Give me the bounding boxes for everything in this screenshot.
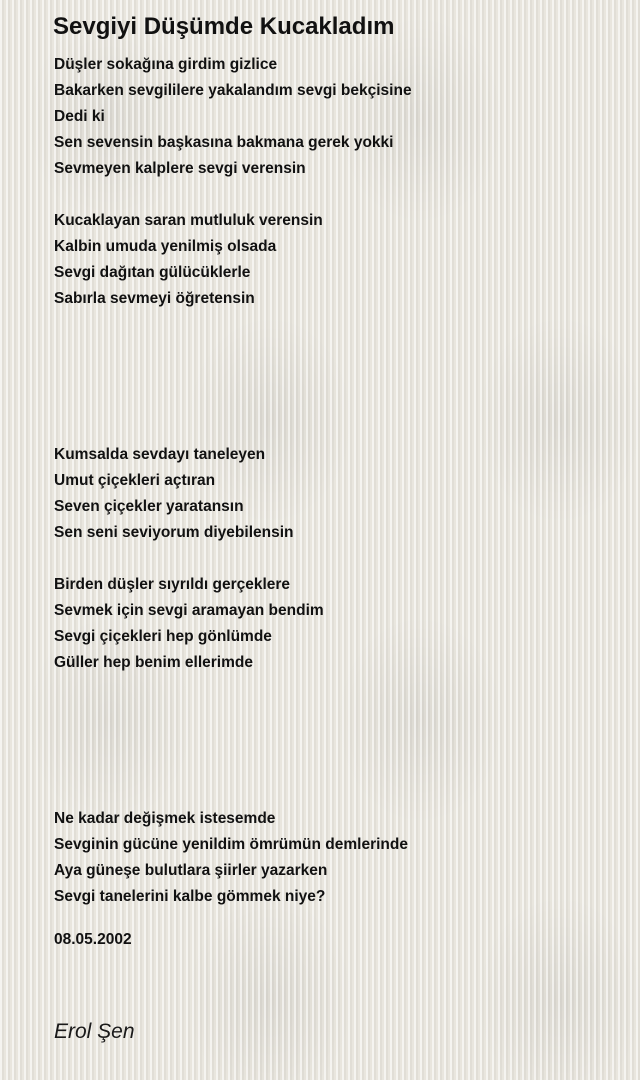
poem-line: Sen sevensin başkasına bakmana gerek yokki <box>54 134 394 151</box>
poem-line: Sevgi tanelerini kalbe gömmek niye? <box>54 888 326 905</box>
author-signature: Erol Şen <box>54 1020 135 1043</box>
poem-line: Güller hep benim ellerimde <box>54 654 253 671</box>
poem-line: Sevginin gücüne yenildim ömrümün demlerinde <box>54 836 408 853</box>
poem-line: Ne kadar değişmek istesemde <box>54 810 276 827</box>
stanza <box>54 572 614 676</box>
stanza-spacer <box>54 780 614 806</box>
poem-line: Birden düşler sıyrıldı gerçeklere <box>54 576 291 593</box>
stanza-spacer <box>54 312 614 416</box>
stanza-spacer <box>54 676 614 780</box>
poem-title: Sevgiyi Düşümde Kucakladım <box>53 13 395 40</box>
poem-line: Düşler sokağına girdim gizlice <box>54 56 278 73</box>
poem-line: Dedi ki <box>54 108 105 125</box>
poem-line: Kalbin umuda yenilmiş olsada <box>54 238 277 255</box>
stanza-spacer <box>54 182 614 208</box>
poem-line: Sevmeyen kalplere sevgi verensin <box>54 160 306 177</box>
poem-line: Umut çiçekleri açtıran <box>54 472 216 489</box>
stanza-spacer <box>54 546 614 572</box>
poem-body <box>54 52 614 910</box>
poem-date: 08.05.2002 <box>54 931 132 948</box>
stanza <box>54 442 614 546</box>
poem-line: Sevgi çiçekleri hep gönlümde <box>54 628 272 645</box>
poem-line: Sabırla sevmeyi öğretensin <box>54 290 255 307</box>
poem-line: Seven çiçekler yaratansın <box>54 498 244 515</box>
poem-line: Kumsalda sevdayı taneleyen <box>54 446 266 463</box>
poem-line: Sevgi dağıtan gülücüklerle <box>54 264 251 281</box>
poem-line: Sevmek için sevgi aramayan bendim <box>54 602 324 619</box>
stanza <box>54 208 614 312</box>
stanza <box>54 52 614 182</box>
poem-line: Kucaklayan saran mutluluk verensin <box>54 212 323 229</box>
stanza-spacer <box>54 416 614 442</box>
poem-line: Sen seni seviyorum diyebilensin <box>54 524 294 541</box>
poem-line: Bakarken sevgililere yakalandım sevgi bekçisine <box>54 82 412 99</box>
stanza <box>54 806 614 910</box>
poem-line: Aya güneşe bulutlara şiirler yazarken <box>54 862 328 879</box>
